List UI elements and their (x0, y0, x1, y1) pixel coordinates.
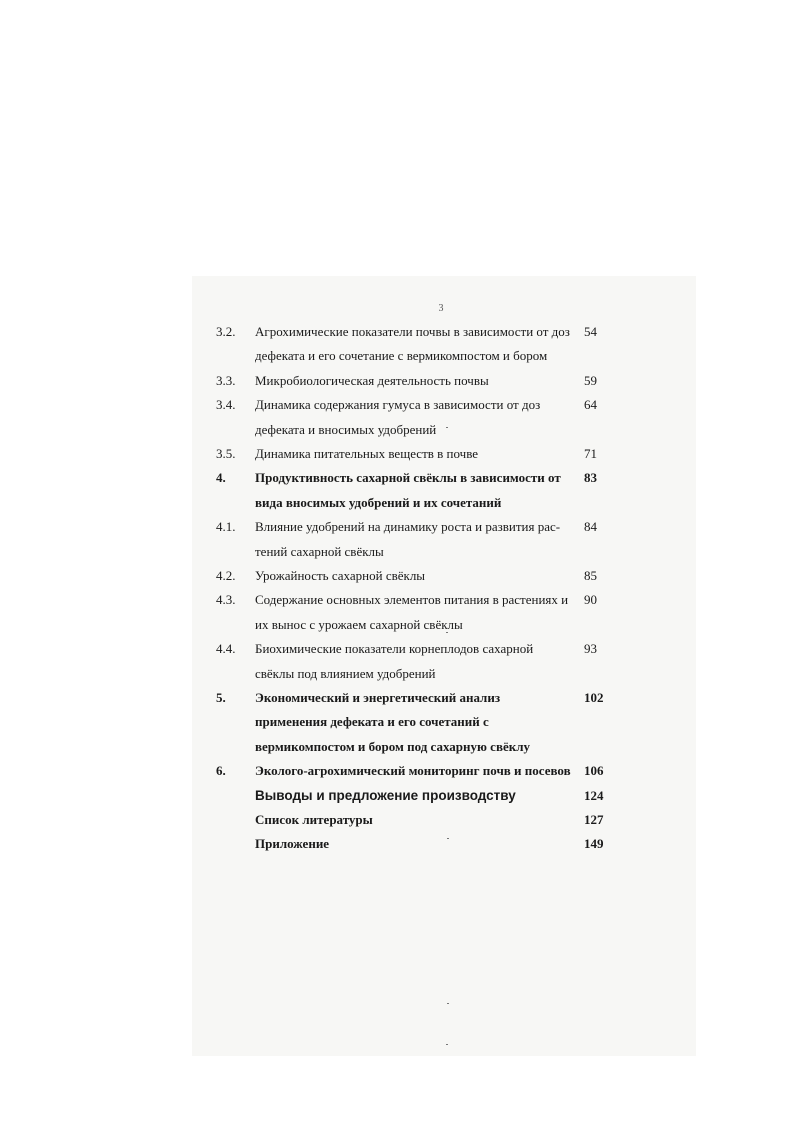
toc-entry-page: 93 (584, 641, 597, 657)
toc-entry-title: Эколого-агрохимический мониторинг почв и посевов (255, 763, 571, 779)
toc-entry-title: Содержание основных элементов питания в растениях и (255, 592, 569, 608)
toc-entry-number: 4.1. (216, 519, 236, 535)
toc-entry-title: дефеката и его сочетание с вермикомпостом и бором (255, 348, 548, 364)
toc-entry-number: 4. (216, 470, 226, 486)
toc-entry-page: 149 (584, 836, 604, 852)
toc-entry-number: 3.3. (216, 372, 236, 388)
toc-entry-title: Урожайность сахарной свёклы (255, 568, 426, 583)
toc-entry-title: Продуктивность сахарной свёклы в зависимости от (255, 470, 561, 486)
toc-entry-title: Приложение (255, 836, 330, 852)
scan-speck (446, 1044, 448, 1045)
toc-entry-title: Агрохимические показатели почвы в зависимости от доз (255, 324, 570, 339)
toc-entry-page: 54 (584, 324, 597, 339)
toc-entry-page: 106 (584, 763, 604, 779)
toc-entry-title: свёклы под влиянием удобрений (255, 665, 436, 681)
toc-entry-title: тений сахарной свёклы (255, 543, 384, 559)
toc-entry-page: 59 (584, 372, 597, 388)
toc-entry-page: 90 (584, 592, 597, 608)
scan-speck (447, 1003, 449, 1004)
toc-entry-title: Влияние удобрений на динамику роста и развития рас- (255, 519, 561, 535)
page-number: 3 (438, 303, 444, 314)
toc-entry-title: Выводы и предложение производству (255, 787, 516, 803)
scan-speck (447, 838, 449, 839)
toc-entry-title: дефеката и вносимых удобрений (255, 421, 437, 437)
scan-speck (446, 632, 448, 633)
toc-entry-page: 84 (584, 519, 597, 535)
toc-entry-page: 127 (584, 812, 604, 827)
toc-entry-title: применения дефеката и его сочетаний с (255, 714, 489, 730)
scan-speck (446, 427, 448, 428)
toc-entry-page: 64 (584, 397, 597, 413)
toc-entry-number: 4.4. (216, 641, 236, 657)
toc-entry-page: 124 (584, 787, 604, 803)
toc-entry-title: Экономический и энергетический анализ (255, 690, 501, 705)
toc-entry-number: 4.2. (216, 568, 236, 583)
toc-entry-title: их вынос с урожаем сахарной свёклы (255, 616, 463, 632)
toc-entry-title: Список литературы (255, 812, 373, 827)
toc-entry-number: 6. (216, 763, 226, 779)
toc-entry-title: Динамика питательных веществ в почве (255, 446, 479, 461)
toc-entry-number: 3.5. (216, 446, 236, 461)
toc-entry-page: 71 (584, 446, 597, 461)
toc-entry-number: 3.2. (216, 324, 236, 339)
toc-entry-number: 3.4. (216, 397, 236, 413)
toc-entry-title: вида вносимых удобрений и их сочетаний (255, 494, 502, 510)
toc-entry-title: вермикомпостом и бором под сахарную свёклу (255, 738, 531, 754)
toc-entry-title: Микробиологическая деятельность почвы (255, 372, 489, 388)
toc-entry-title: Биохимические показатели корнеплодов сахарной (255, 641, 534, 657)
toc-entry-number: 4.3. (216, 592, 236, 608)
toc-entry-page: 85 (584, 568, 597, 583)
toc-entry-page: 102 (584, 690, 604, 705)
toc-entry-number: 5. (216, 690, 226, 705)
toc-entry-page: 83 (584, 470, 597, 486)
toc-entry-title: Динамика содержания гумуса в зависимости от доз (255, 397, 541, 413)
